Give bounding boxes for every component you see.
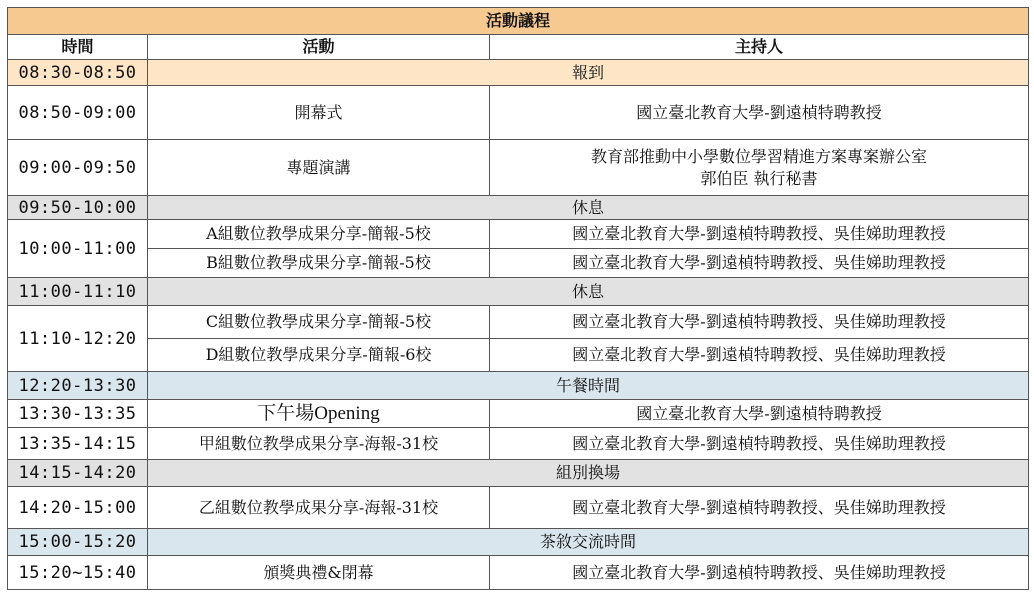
host-cell — [490, 140, 1029, 196]
host-cell: 國立臺北教育大學-劉遠楨特聘教授、吳佳娣助理教授 — [490, 556, 1029, 590]
span-label: 休息 — [148, 196, 1029, 220]
table-row — [8, 306, 1029, 339]
table-row — [8, 556, 1029, 590]
span-label: 報到 — [148, 60, 1029, 86]
header-row — [8, 35, 1029, 60]
time-cell: 15:00-15:20 — [8, 529, 148, 556]
agenda-table — [7, 7, 1029, 590]
table-row — [8, 196, 1029, 220]
time-cell: 08:50-09:00 — [8, 86, 148, 140]
table-row — [8, 60, 1029, 86]
time-cell: 09:50-10:00 — [8, 196, 148, 220]
host-cell: 國立臺北教育大學-劉遠楨特聘教授、吳佳娣助理教授 — [490, 306, 1029, 339]
host-cell: 國立臺北教育大學-劉遠楨特聘教授、吳佳娣助理教授 — [490, 428, 1029, 460]
span-label: 休息 — [148, 278, 1029, 306]
host-cell: 國立臺北教育大學-劉遠楨特聘教授 — [490, 86, 1029, 140]
activity-cell: B組數位教學成果分享-簡報-5校 — [148, 249, 490, 278]
activity-cell: 乙組數位教學成果分享-海報-31校 — [148, 487, 490, 529]
time-cell: 14:20-15:00 — [8, 487, 148, 529]
time-cell: 13:35-14:15 — [8, 428, 148, 460]
time-cell: 14:15-14:20 — [8, 460, 148, 487]
host-line: 教育部推動中小學數位學習精進方案專案辦公室 — [591, 146, 928, 166]
activity-cell: A組數位教學成果分享-簡報-5校 — [148, 220, 490, 249]
time-cell: 09:00-09:50 — [8, 140, 148, 196]
table-row — [8, 529, 1029, 556]
col-header-activity: 活動 — [148, 35, 490, 60]
activity-cell: 頒獎典禮&閉幕 — [148, 556, 490, 590]
time-cell: 11:10-12:20 — [8, 306, 148, 372]
time-cell: 13:30-13:35 — [8, 400, 148, 428]
activity-cell: D組數位教學成果分享-簡報-6校 — [148, 339, 490, 372]
host-cell: 國立臺北教育大學-劉遠楨特聘教授 — [490, 400, 1029, 428]
table-title-row — [8, 8, 1029, 35]
table-row — [8, 400, 1029, 428]
time-cell: 10:00-11:00 — [8, 220, 148, 278]
activity-cell: 專題演講 — [148, 140, 490, 196]
table-row — [8, 249, 1029, 278]
col-header-host: 主持人 — [490, 35, 1029, 60]
host-cell: 國立臺北教育大學-劉遠楨特聘教授、吳佳娣助理教授 — [490, 249, 1029, 278]
table-row — [8, 140, 1029, 196]
table-row — [8, 278, 1029, 306]
activity-cell: 甲組數位教學成果分享-海報-31校 — [148, 428, 490, 460]
time-cell: 11:00-11:10 — [8, 278, 148, 306]
activity-cell: C組數位教學成果分享-簡報-5校 — [148, 306, 490, 339]
table-row — [8, 86, 1029, 140]
table-title: 活動議程 — [8, 8, 1029, 35]
table-row — [8, 220, 1029, 249]
time-cell: 15:20~15:40 — [8, 556, 148, 590]
span-label: 組別換場 — [148, 460, 1029, 487]
activity-cell: 開幕式 — [148, 86, 490, 140]
time-cell: 08:30-08:50 — [8, 60, 148, 86]
table-row — [8, 460, 1029, 487]
activity-cell: 下午場Opening — [148, 400, 490, 428]
table-row — [8, 339, 1029, 372]
host-line: 郭伯臣 執行秘書 — [700, 168, 818, 188]
host-cell: 國立臺北教育大學-劉遠楨特聘教授、吳佳娣助理教授 — [490, 487, 1029, 529]
table-row — [8, 487, 1029, 529]
span-label: 午餐時間 — [148, 372, 1029, 400]
host-cell: 國立臺北教育大學-劉遠楨特聘教授、吳佳娣助理教授 — [490, 220, 1029, 249]
col-header-time: 時間 — [8, 35, 148, 60]
time-cell: 12:20-13:30 — [8, 372, 148, 400]
table-row — [8, 428, 1029, 460]
table-row — [8, 372, 1029, 400]
host-cell: 國立臺北教育大學-劉遠楨特聘教授、吳佳娣助理教授 — [490, 339, 1029, 372]
span-label: 茶敘交流時間 — [148, 529, 1029, 556]
